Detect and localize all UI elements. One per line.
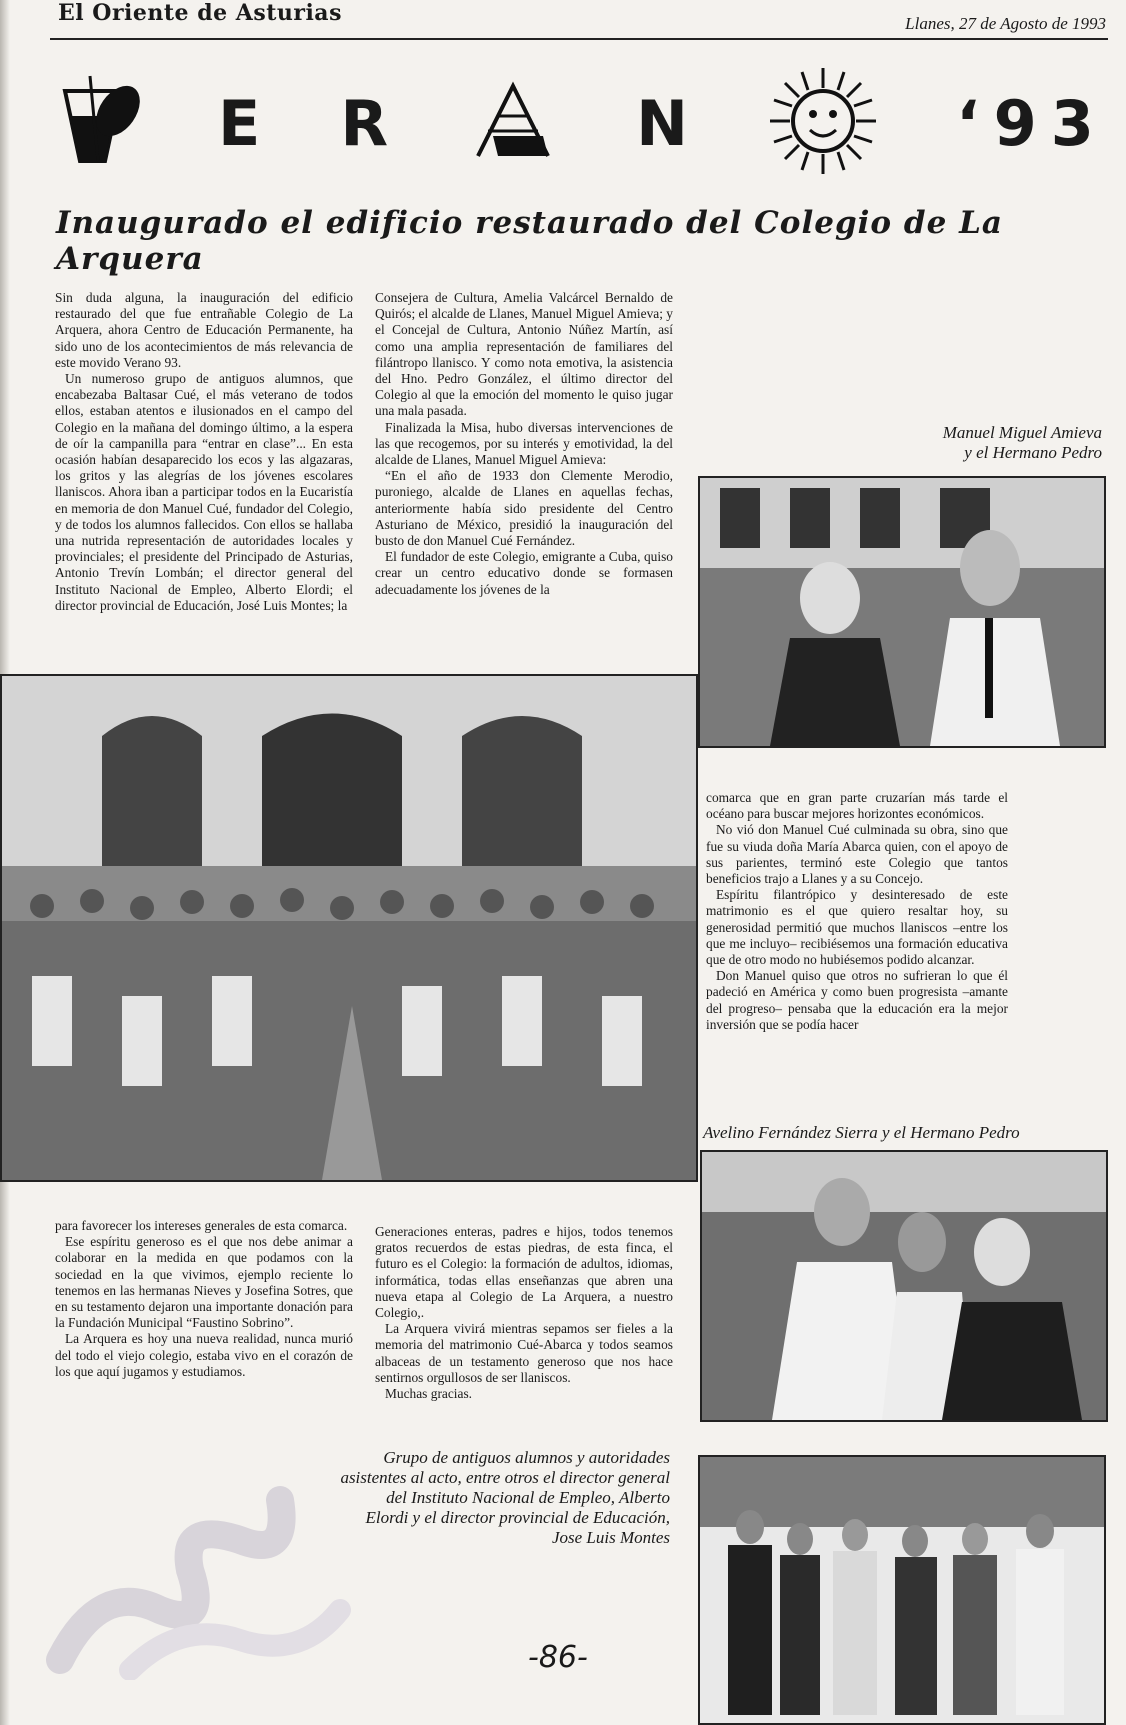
paragraph: Un numeroso grupo de antiguos alumnos, que encabezaba Baltasar Cué, el más veterano de todos ellos, estaban atentos e ilusionados en el campo del Colegio en la mañana del domingo último, a la espera de oír la campanilla para “entrar en clase”... En esta ocasión habían desaparecido los ecos y las algazaras, los gritos y las alegrías de los jóvenes escolares llaniscos. Ahora iban a participar todos en la Eucaristía en memoria de don Manuel Cué, fundador del Colegio, y de todos los alumnos fallecidos. Con ellos se hallaba una nutrida representación de autoridades locales y provinciales; el presidente del Principado de Asturias, Antonio Trevín Lombán; el director general del Instituto Nacional de Empleo, Alberto Elordi; el director provincial de Educación, José Luis Montes; la — [55, 371, 353, 613]
caption-line: Grupo de antiguos alumnos y autoridades — [383, 1448, 670, 1467]
page-number: -86- — [528, 1640, 588, 1675]
caption-line: y el Hermano Pedro — [964, 443, 1102, 462]
caption-line: Elordi y el director provincial de Educación, — [365, 1508, 670, 1527]
banner-letter-r: R — [340, 86, 391, 160]
photo-mayor-and-brother — [698, 476, 1106, 748]
paragraph: La Arquera es hoy una nueva realidad, nunca murió del todo el viejo colegio, estaba vivo en el corazón de los que aquí jugamos y estudiamos. — [55, 1331, 353, 1379]
dateline: Llanes, 27 de Agosto de 1993 — [905, 14, 1106, 33]
paragraph: Generaciones enteras, padres e hijos, todos tenemos gratos recuerdos de estas piedras, de esta finca, el futuro es el Colegio: la formación de adultos, idiomas, informática, todas ellas enseñanzas que abren una nueva etapa al Colegio de La Arquera, a nuestro Colegio,. — [375, 1224, 673, 1321]
column-2-top — [375, 290, 673, 598]
deck-chair-icon — [468, 76, 558, 171]
paragraph: para favorecer los intereses generales de esta comarca. — [55, 1218, 348, 1233]
caption-line: Manuel Miguel Amieva — [942, 423, 1102, 442]
caption-line: del Instituto Nacional de Empleo, Alberto — [386, 1488, 670, 1507]
drink-glass-icon — [50, 71, 140, 176]
caption-line: asistentes al acto, entre otros el director general — [340, 1468, 670, 1487]
masthead: El Oriente de Asturias — [58, 0, 342, 26]
column-2-bottom — [375, 1224, 673, 1402]
verano-banner — [50, 58, 1108, 188]
banner-letter-n: N — [636, 86, 691, 160]
photo-caption-3 — [340, 1448, 670, 1548]
paragraph: Finalizada la Misa, hubo diversas intervenciones de las que recogemos, por su interés y emotividad, la del alcalde de Llanes, Manuel Miguel Amieva: — [375, 419, 673, 468]
photo-group-authorities — [698, 1455, 1106, 1725]
photo-caption-2: Avelino Fernández Sierra y el Hermano Pedro — [703, 1123, 1020, 1142]
paragraph: No vió don Manuel Cué culminada su obra, sino que fue su viuda doña María Abarca quien, con el apoyo de sus parientes, terminó este Colegio que tantos beneficios trajo a Llanes y a su Concejo. — [706, 822, 1008, 887]
paragraph: Consejera de Cultura, Amelia Valcárcel Bernaldo de Quirós; el alcalde de Llanes, Manuel Miguel Amieva; y el Concejal de Cultura, Antonio Núñez Martín, así como una amplia representación de familiares del filántropo llanisco. Y como nota emotiva, la asistencia del Hno. Pedro González, el último director del Colegio al que la emoción del momento le quiso jugar una mala pasada. — [375, 290, 673, 419]
paragraph: “En el año de 1933 don Clemente Merodio, puroniego, alcalde de Llanes en aquellas fechas, anteriormente había sido presidente del Centro Asturiano de México, presidió la inauguración del busto de don Manuel Cué Fernández. — [375, 468, 673, 549]
paragraph: El fundador de este Colegio, emigrante a Cuba, quiso crear un centro educativo donde se formasen adecuadamente los jóvenes de la — [375, 549, 673, 597]
paragraph: Don Manuel quiso que otros no sufrieran lo que él padeció en América y como buen progresista –amante del progreso– pensaba que la educación era la mejor inversión que se podía hacer — [706, 968, 1008, 1032]
paragraph: Sin duda alguna, la inauguración del edificio restaurado del que fue entrañable Colegio de La Arquera, ahora Centro de Educación Permanente, ha sido uno de los acontecimientos de más relevancia de este movido Verano 93. — [55, 290, 353, 370]
header-rule — [50, 38, 1108, 40]
article-headline: Inaugurado el edificio restaurado del Colegio de La Arquera — [56, 205, 1003, 277]
paragraph: Ese espíritu generoso es el que nos debe animar a colaborar en la medida en que podamos con la sociedad en la que vivimos, ejemplo reciente lo tenemos en las hermanas Nieves y Josefina Sotres, que en su testamento dejaron una importante donación para la Fundación Municipal “Faustino Sobrino”. — [55, 1234, 353, 1331]
photo-avelino-and-brother — [700, 1150, 1108, 1422]
photo-crowd-former-students — [0, 674, 698, 1182]
paragraph: comarca que en gran parte cruzarían más tarde el océano para buscar mejores horizontes económicos. — [706, 790, 1008, 822]
banner-letter-e: E — [218, 86, 263, 160]
paragraph: Espíritu filantrópico y desinteresado de este matrimonio es el que quiero resaltar hoy, su generosidad permitió que muchos llaniscos –entre los que me incluyo– recibiésemos una formación educativa que de otro modo no hubiésemos podido alcanzar. — [706, 887, 1008, 968]
paragraph: Muchas gracias. — [385, 1386, 473, 1402]
photo-caption-1 — [943, 423, 1102, 463]
banner-year: ‘93 — [956, 86, 1108, 160]
caption-line: Jose Luis Montes — [551, 1528, 670, 1547]
column-3-middle — [706, 790, 1008, 1033]
paragraph: La Arquera vivirá mientras sepamos ser fieles a la memoria del matrimonio Cué-Abarca y todos seamos albaceas de un testamento generoso que nos hace sentirnos orgullosos de ser llaniscos. — [375, 1321, 673, 1385]
column-1-top — [55, 290, 353, 614]
column-1-bottom — [55, 1218, 353, 1380]
sun-face-icon — [768, 66, 878, 181]
